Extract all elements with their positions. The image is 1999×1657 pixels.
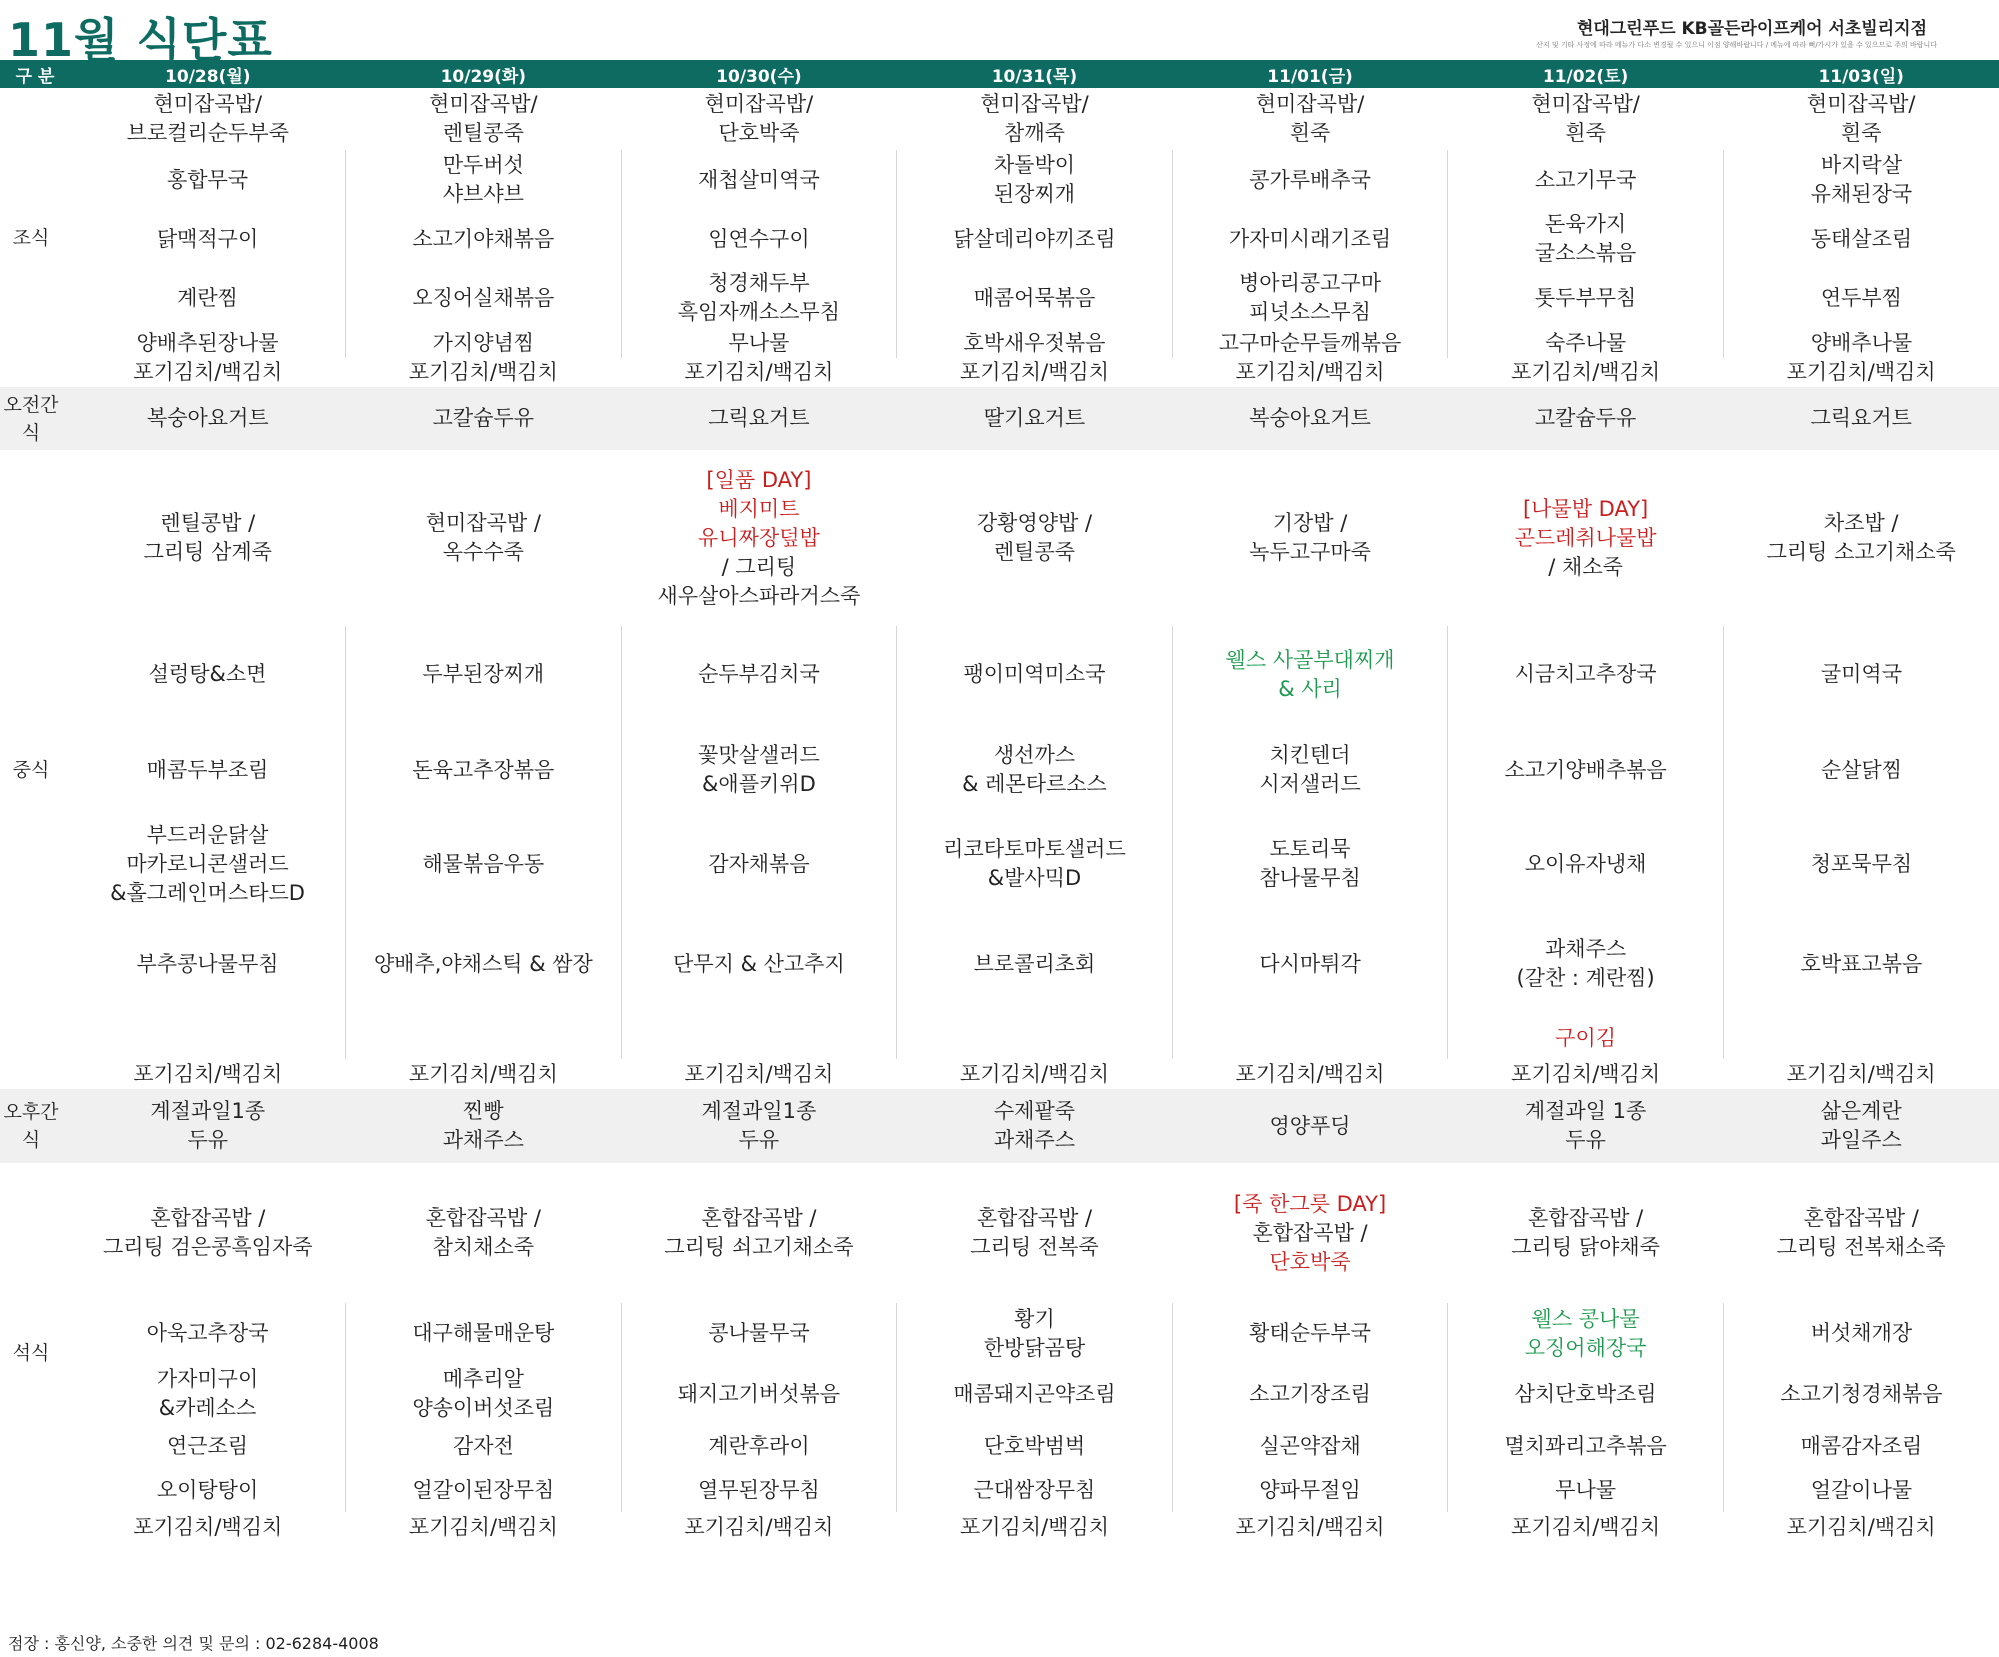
special-day-porridge: 단호박죽 bbox=[1269, 1249, 1351, 1274]
breakfast-side-cell: 연두부찜 bbox=[1723, 268, 1999, 328]
lunch-side-cell: 해물볶음우동 bbox=[346, 817, 622, 911]
dinner-main-cell bbox=[897, 1163, 1173, 1303]
breakfast-row bbox=[0, 268, 1999, 328]
lunch-main-cell bbox=[621, 450, 897, 626]
lunch-extra-cell bbox=[1172, 1017, 1448, 1059]
lunch-soup-cell: 두부된장찌개 bbox=[346, 626, 622, 723]
dinner-kimchi-cell: 포기김치/백김치 bbox=[133, 1514, 283, 1539]
day-header: 11/01(금) bbox=[1267, 66, 1353, 87]
breakfast-side-cell: 임연수구이 bbox=[621, 210, 897, 268]
dinner-side-cell: 단호박범벅 bbox=[897, 1424, 1173, 1468]
dinner-main-text: 혼합잡곡밥 / bbox=[1252, 1220, 1368, 1245]
breakfast-main-cell: 현미잡곡밥/ 흰죽 bbox=[1531, 92, 1640, 145]
lunch-side-row bbox=[0, 723, 1999, 817]
dinner-main-row bbox=[0, 1163, 1999, 1303]
dinner-side-cell: 멸치꽈리고추볶음 bbox=[1448, 1424, 1724, 1468]
lunch-extra-cell bbox=[70, 1017, 346, 1059]
category-lunch: 중식 bbox=[12, 758, 50, 781]
lunch-extra-cell bbox=[897, 1017, 1173, 1059]
lunch-soup-cell: 웰스 사골부대찌개 & 사리 bbox=[1172, 626, 1448, 723]
breakfast-soup-cell: 소고기무국 bbox=[1448, 150, 1724, 210]
lunch-side-row bbox=[0, 817, 1999, 911]
day-header: 10/29(화) bbox=[440, 66, 527, 87]
breakfast-row bbox=[0, 328, 1999, 358]
dinner-side-cell: 무나물 bbox=[1448, 1468, 1724, 1512]
dinner-main-cell bbox=[1723, 1163, 1999, 1303]
dinner-side-cell: 소고기장조림 bbox=[1172, 1364, 1448, 1424]
lunch-soup-row bbox=[0, 626, 1999, 723]
dinner-main-cell bbox=[1172, 1163, 1448, 1303]
breakfast-main-cell: 현미잡곡밥/ 브로컬리순두부죽 bbox=[126, 92, 289, 145]
breakfast-side-cell: 병아리콩고구마 피넛소스무침 bbox=[1172, 268, 1448, 328]
lunch-extra-cell bbox=[1723, 1017, 1999, 1059]
lunch-side-cell: 돈육고추장볶음 bbox=[346, 723, 622, 817]
category-dinner: 석식 bbox=[12, 1341, 50, 1364]
meal-table-body bbox=[0, 88, 1999, 1542]
breakfast-side-cell: 돈육가지 굴소스볶음 bbox=[1448, 210, 1724, 268]
dinner-main-cell bbox=[621, 1163, 897, 1303]
breakfast-side-cell: 매콤어묵볶음 bbox=[897, 268, 1173, 328]
am-snack-cell: 그릭요거트 bbox=[1723, 387, 1999, 450]
lunch-extra-cell: 구이김 bbox=[1448, 1017, 1724, 1059]
breakfast-side-cell: 양배추된장나물 bbox=[136, 330, 279, 355]
special-day-label: [죽 한그릇 DAY] bbox=[1233, 1191, 1387, 1216]
dinner-side-cell: 돼지고기버섯볶음 bbox=[621, 1364, 897, 1424]
category-breakfast: 조식 bbox=[12, 226, 50, 249]
am-snack-cell: 복숭아요거트 bbox=[70, 387, 346, 450]
dinner-soup-cell: 웰스 콩나물 오징어해장국 bbox=[1448, 1303, 1724, 1364]
dinner-side-cell: 가자미구이 &카레소스 bbox=[156, 1367, 259, 1420]
dinner-kimchi-cell: 포기김치/백김치 bbox=[959, 1514, 1109, 1539]
dinner-kimchi-cell: 포기김치/백김치 bbox=[684, 1514, 834, 1539]
pm-snack-cell: 영양푸딩 bbox=[1172, 1089, 1448, 1163]
breakfast-side-cell: 오징어실채볶음 bbox=[346, 268, 622, 328]
lunch-side-cell: 과채주스 (갈찬 : 계란찜) bbox=[1448, 911, 1724, 1017]
am-snack-cell: 고칼슘두유 bbox=[1448, 387, 1724, 450]
dinner-soup-cell: 황기 한방닭곰탕 bbox=[897, 1303, 1173, 1364]
dinner-main-cell bbox=[70, 1163, 346, 1303]
lunch-side-cell: 양배추,야채스틱 & 쌈장 bbox=[346, 911, 622, 1017]
lunch-main-cell bbox=[1448, 450, 1724, 626]
dinner-kimchi-cell: 포기김치/백김치 bbox=[1235, 1514, 1385, 1539]
dinner-main-text: 혼합잡곡밥 / 그리팅 전복채소죽 bbox=[1776, 1206, 1946, 1259]
dinner-side-cell: 실곤약잡채 bbox=[1172, 1424, 1448, 1468]
pm-snack-row bbox=[0, 1089, 1999, 1163]
breakfast-row bbox=[0, 210, 1999, 268]
dinner-side-row bbox=[0, 1468, 1999, 1512]
notice-text: 산지 및 기타 사정에 따라 메뉴가 다소 변경될 수 있으니 이점 양해바랍니다 / 메뉴에 따라 뼈/가시가 있을 수 있으므로 주의 바랍니다 bbox=[1536, 41, 1937, 49]
dinner-side-cell: 소고기청경채볶음 bbox=[1723, 1364, 1999, 1424]
dinner-side-cell: 삼치단호박조림 bbox=[1448, 1364, 1724, 1424]
lunch-main-cell bbox=[1172, 450, 1448, 626]
lunch-soup-cell: 설렁탕&소면 bbox=[148, 662, 267, 686]
day-header: 11/03(일) bbox=[1818, 66, 1904, 87]
category-pm-snack: 오후간 식 bbox=[0, 1089, 70, 1163]
pm-snack-cell: 삶은계란 과일주스 bbox=[1723, 1089, 1999, 1163]
day-header: 10/30(수) bbox=[716, 66, 802, 87]
lunch-extra-cell bbox=[621, 1017, 897, 1059]
breakfast-soup-cell: 차돌박이 된장찌개 bbox=[897, 150, 1173, 210]
dinner-side-cell: 매콤감자조림 bbox=[1723, 1424, 1999, 1468]
dinner-soup-cell: 대구해물매운탕 bbox=[346, 1303, 622, 1364]
lunch-kimchi-row bbox=[0, 1059, 1999, 1089]
dinner-side-cell: 얼갈이된장무침 bbox=[346, 1468, 622, 1512]
lunch-main-text: 기장밥 / 녹두고구마죽 bbox=[1249, 511, 1371, 564]
breakfast-side-cell: 호박새우젓볶음 bbox=[897, 328, 1173, 358]
special-day-label: [일품 DAY] 베지미트 유니짜장덮밥 bbox=[698, 467, 820, 550]
lunch-main-text: 렌틸콩밥 / 그리팅 삼계죽 bbox=[143, 511, 272, 564]
lunch-side-cell: 오이유자냉채 bbox=[1448, 817, 1724, 911]
lunch-side-cell: 단무지 & 산고추지 bbox=[621, 911, 897, 1017]
lunch-extra-row bbox=[0, 1017, 1999, 1059]
breakfast-soup-cell: 홍합무국 bbox=[166, 167, 249, 192]
header-row bbox=[0, 60, 1999, 88]
lunch-side-cell: 감자채볶음 bbox=[621, 817, 897, 911]
breakfast-side-cell: 동태살조림 bbox=[1723, 210, 1999, 268]
dinner-soup-cell: 황태순두부국 bbox=[1172, 1303, 1448, 1364]
lunch-main-text: / 그리팅 새우살아스파라거스죽 bbox=[657, 554, 861, 608]
dinner-side-cell: 매콤돼지곤약조림 bbox=[897, 1364, 1173, 1424]
lunch-main-cell bbox=[70, 450, 346, 626]
day-header: 11/02(토) bbox=[1542, 66, 1629, 87]
lunch-soup-cell: 팽이미역미소국 bbox=[897, 626, 1173, 723]
lunch-side-cell: 부드러운닭살 마카로니콘샐러드 &홀그레인머스타드D bbox=[110, 822, 305, 905]
lunch-side-cell: 부추콩나물무침 bbox=[136, 951, 279, 976]
breakfast-row bbox=[0, 150, 1999, 210]
dinner-soup-cell: 버섯채개장 bbox=[1723, 1303, 1999, 1364]
category-am-snack: 오전간 식 bbox=[0, 387, 70, 450]
am-snack-cell: 딸기요거트 bbox=[897, 387, 1173, 450]
page-title: 11월 식단표 bbox=[8, 13, 273, 67]
lunch-main-cell bbox=[897, 450, 1173, 626]
dinner-main-cell bbox=[346, 1163, 622, 1303]
breakfast-side-cell: 양배추나물 bbox=[1723, 328, 1999, 358]
breakfast-side-cell: 가지양념찜 bbox=[346, 328, 622, 358]
am-snack-cell: 그릭요거트 bbox=[621, 387, 897, 450]
lunch-side-cell: 브로콜리초회 bbox=[897, 911, 1173, 1017]
lunch-side-cell: 청포묵무침 bbox=[1723, 817, 1999, 911]
dinner-side-cell: 계란후라이 bbox=[621, 1424, 897, 1468]
meal-table bbox=[0, 60, 1999, 1542]
dinner-side-cell: 열무된장무침 bbox=[621, 1468, 897, 1512]
breakfast-side-cell: 고구마순무들깨볶음 bbox=[1172, 328, 1448, 358]
breakfast-side-cell: 계란찜 bbox=[177, 285, 238, 310]
dinner-soup-row bbox=[0, 1303, 1999, 1364]
breakfast-kimchi-cell: 포기김치/백김치 bbox=[1511, 360, 1661, 384]
lunch-soup-cell: 시금치고추장국 bbox=[1448, 626, 1724, 723]
lunch-side-cell: 매콤두부조림 bbox=[146, 757, 269, 782]
lunch-side-cell: 호박표고볶음 bbox=[1723, 911, 1999, 1017]
breakfast-row bbox=[0, 88, 1999, 150]
dinner-side-cell: 감자전 bbox=[346, 1424, 622, 1468]
lunch-kimchi-cell: 포기김치/백김치 bbox=[1235, 1061, 1385, 1086]
lunch-extra-cell bbox=[346, 1017, 622, 1059]
lunch-main-row bbox=[0, 450, 1999, 626]
day-header: 10/31(목) bbox=[991, 66, 1078, 87]
breakfast-soup-cell: 만두버섯 샤브샤브 bbox=[346, 150, 622, 210]
dinner-side-cell: 얼갈이나물 bbox=[1723, 1468, 1999, 1512]
lunch-main-text: 강황영양밥 / 렌틸콩죽 bbox=[976, 511, 1093, 564]
footer-contact: 점장 : 홍신양, 소중한 의견 및 문의 : 02-6284-4008 bbox=[8, 1634, 379, 1653]
breakfast-main-cell: 현미잡곡밥/ 렌틸콩죽 bbox=[429, 92, 538, 145]
dinner-kimchi-cell: 포기김치/백김치 bbox=[1511, 1514, 1661, 1539]
lunch-side-cell: 순살닭찜 bbox=[1723, 723, 1999, 817]
lunch-kimchi-cell: 포기김치/백김치 bbox=[1511, 1061, 1661, 1086]
dinner-main-text: 혼합잡곡밥 / 그리팅 전복죽 bbox=[970, 1206, 1099, 1259]
pm-snack-cell: 수제팥죽 과채주스 bbox=[897, 1089, 1173, 1163]
breakfast-kimchi-cell: 포기김치/백김치 bbox=[959, 360, 1109, 384]
special-day-label: [나물밥 DAY] 곤드레취나물밥 bbox=[1514, 496, 1657, 550]
breakfast-side-cell: 닭맥적구이 bbox=[156, 226, 259, 251]
lunch-side-cell: 다시마튀각 bbox=[1172, 911, 1448, 1017]
breakfast-side-cell: 가자미시래기조림 bbox=[1172, 210, 1448, 268]
dinner-side-cell: 근대쌈장무침 bbox=[897, 1468, 1173, 1512]
dinner-side-cell: 양파무절임 bbox=[1172, 1468, 1448, 1512]
am-snack-row bbox=[0, 387, 1999, 450]
lunch-side-cell: 꽃맛살샐러드 &애플키위D bbox=[621, 723, 897, 817]
breakfast-side-cell: 닭살데리야끼조림 bbox=[897, 210, 1173, 268]
dinner-main-text: 혼합잡곡밥 / 참치채소죽 bbox=[425, 1206, 541, 1259]
dinner-main-cell bbox=[1448, 1163, 1724, 1303]
breakfast-kimchi-cell: 포기김치/백김치 bbox=[133, 360, 283, 384]
breakfast-main-cell: 현미잡곡밥/ 흰죽 bbox=[1255, 92, 1365, 145]
pm-snack-cell: 찐빵 과채주스 bbox=[346, 1089, 622, 1163]
breakfast-main-cell: 현미잡곡밥/ 단호박죽 bbox=[704, 92, 814, 145]
breakfast-soup-cell: 콩가루배추국 bbox=[1172, 150, 1448, 210]
dinner-kimchi-cell: 포기김치/백김치 bbox=[408, 1514, 558, 1539]
breakfast-main-cell: 현미잡곡밥/ 참깨죽 bbox=[980, 92, 1089, 145]
breakfast-kimchi-cell: 포기김치/백김치 bbox=[1786, 360, 1936, 384]
brand-line: 현대그린푸드 KB골든라이프케어 서초빌리지점 bbox=[1577, 19, 1927, 39]
lunch-kimchi-cell: 포기김치/백김치 bbox=[684, 1061, 834, 1086]
lunch-side-cell: 도토리묵 참나물무침 bbox=[1172, 817, 1448, 911]
lunch-main-text: 현미잡곡밥 / 옥수수죽 bbox=[425, 511, 541, 564]
lunch-main-text: / 채소죽 bbox=[1548, 554, 1623, 579]
lunch-side-cell: 생선까스 & 레몬타르소스 bbox=[897, 723, 1173, 817]
lunch-kimchi-cell: 포기김치/백김치 bbox=[133, 1061, 283, 1086]
day-header: 10/28(월) bbox=[165, 66, 251, 87]
dinner-main-text: 혼합잡곡밥 / 그리팅 쇠고기채소죽 bbox=[664, 1206, 854, 1259]
am-snack-cell: 복숭아요거트 bbox=[1172, 387, 1448, 450]
dinner-side-cell: 연근조림 bbox=[166, 1433, 249, 1458]
dinner-kimchi-cell: 포기김치/백김치 bbox=[1786, 1514, 1936, 1539]
dinner-soup-cell: 콩나물무국 bbox=[621, 1303, 897, 1364]
breakfast-main-cell: 현미잡곡밥/ 흰죽 bbox=[1806, 92, 1916, 145]
lunch-side-cell: 소고기양배추볶음 bbox=[1448, 723, 1724, 817]
dinner-side-cell: 오이탕탕이 bbox=[156, 1477, 259, 1502]
lunch-kimchi-cell: 포기김치/백김치 bbox=[959, 1061, 1109, 1086]
dinner-side-cell: 메추리알 양송이버섯조림 bbox=[346, 1364, 622, 1424]
dinner-soup-cell: 아욱고추장국 bbox=[146, 1321, 269, 1345]
am-snack-cell: 고칼슘두유 bbox=[346, 387, 622, 450]
dinner-main-text: 혼합잡곡밥 / 그리팅 닭야채죽 bbox=[1511, 1206, 1660, 1259]
lunch-kimchi-cell: 포기김치/백김치 bbox=[1786, 1061, 1936, 1086]
breakfast-side-cell: 무나물 bbox=[621, 328, 897, 358]
breakfast-kimchi-cell: 포기김치/백김치 bbox=[1235, 360, 1385, 384]
lunch-soup-cell: 순두부김치국 bbox=[621, 626, 897, 723]
breakfast-side-cell: 청경채두부 흑임자깨소스무침 bbox=[621, 268, 897, 328]
lunch-soup-cell: 굴미역국 bbox=[1723, 626, 1999, 723]
dinner-kimchi-row bbox=[0, 1512, 1999, 1542]
breakfast-side-cell: 소고기야채볶음 bbox=[346, 210, 622, 268]
breakfast-side-cell: 톳두부무침 bbox=[1448, 268, 1724, 328]
dinner-side-row bbox=[0, 1424, 1999, 1468]
dinner-main-text: 혼합잡곡밥 / 그리팅 검은콩흑임자죽 bbox=[103, 1206, 313, 1259]
breakfast-side-cell: 숙주나물 bbox=[1448, 328, 1724, 358]
lunch-main-cell bbox=[346, 450, 622, 626]
pm-snack-cell: 계절과일1종 두유 bbox=[621, 1089, 897, 1163]
lunch-side-row bbox=[0, 911, 1999, 1017]
lunch-side-cell: 치킨텐더 시저샐러드 bbox=[1172, 723, 1448, 817]
breakfast-kimchi-cell: 포기김치/백김치 bbox=[684, 360, 834, 384]
breakfast-soup-cell: 바지락살 유채된장국 bbox=[1723, 150, 1999, 210]
dinner-side-row bbox=[0, 1364, 1999, 1424]
category-header: 구 분 bbox=[15, 66, 55, 87]
pm-snack-cell: 계절과일 1종 두유 bbox=[1448, 1089, 1724, 1163]
breakfast-soup-cell: 재첩살미역국 bbox=[621, 150, 897, 210]
lunch-kimchi-cell: 포기김치/백김치 bbox=[408, 1061, 558, 1086]
breakfast-kimchi-cell: 포기김치/백김치 bbox=[408, 360, 558, 384]
pm-snack-cell: 계절과일1종 두유 bbox=[70, 1089, 346, 1163]
lunch-main-text: 차조밥 / 그리팅 소고기채소죽 bbox=[1766, 511, 1956, 564]
lunch-side-cell: 리코타토마토샐러드 &발사믹D bbox=[897, 817, 1173, 911]
lunch-main-cell bbox=[1723, 450, 1999, 626]
breakfast-row bbox=[0, 358, 1999, 387]
